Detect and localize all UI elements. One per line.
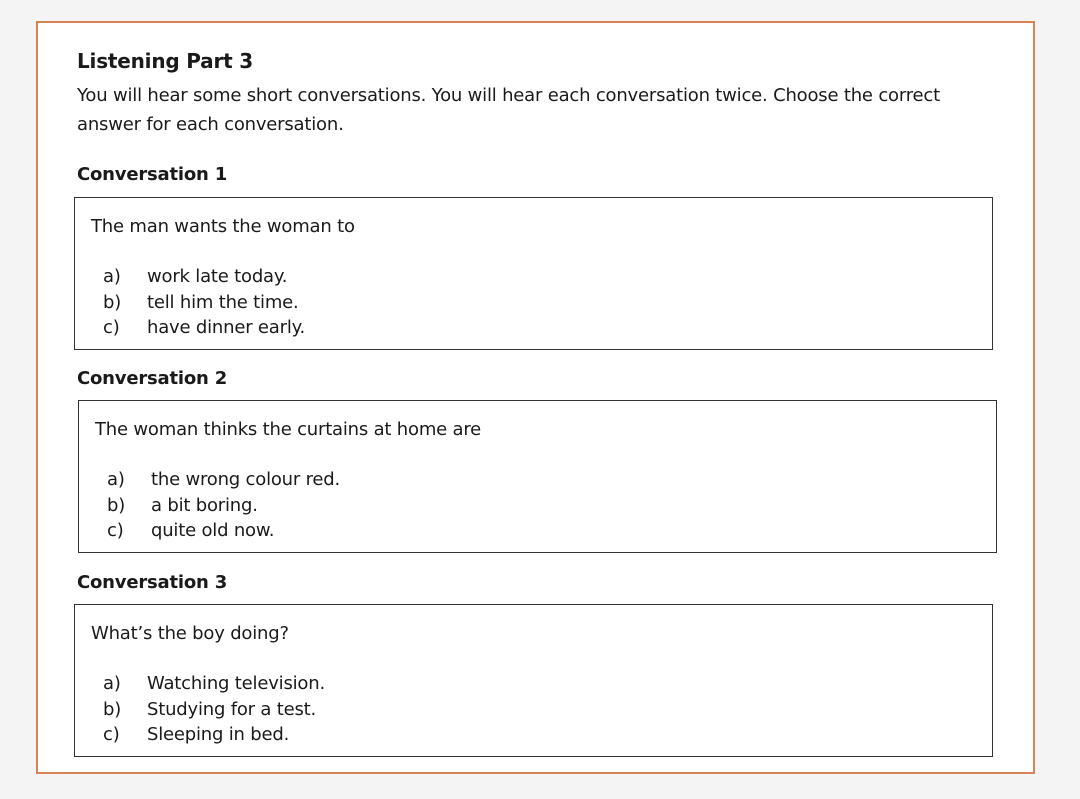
- option-text: have dinner early.: [147, 317, 306, 338]
- option-text: quite old now.: [151, 520, 275, 541]
- option-letter: c): [103, 317, 120, 338]
- conversation-1-options: [103, 264, 305, 341]
- conversation-3-options: [103, 671, 325, 748]
- conversation-2-question: The woman thinks the curtains at home are: [95, 419, 482, 440]
- option-item: [103, 315, 305, 341]
- page-title: Listening Part 3: [77, 49, 253, 73]
- instructions-text: You will hear some short conversations. You will hear each conversation twice. Choose the correct answer for each conversation.: [77, 85, 940, 135]
- conversation-3-question: What’s the boy doing?: [91, 623, 289, 644]
- option-text: Watching television.: [147, 673, 325, 694]
- option-letter: b): [103, 291, 122, 313]
- option-letter: c): [103, 724, 120, 745]
- option-letter: c): [107, 520, 124, 541]
- option-text: the wrong colour red.: [151, 469, 341, 490]
- option-item: [103, 264, 305, 290]
- option-text: Sleeping in bed.: [147, 724, 290, 745]
- option-text: tell him the time.: [147, 291, 299, 313]
- conversation-1-box: [74, 197, 993, 350]
- conversation-1-heading: Conversation 1: [77, 164, 228, 185]
- conversation-2-box: [78, 400, 997, 553]
- option-item: [107, 467, 340, 493]
- option-item: [107, 493, 340, 519]
- option-item: [103, 722, 325, 748]
- option-letter: b): [103, 698, 122, 720]
- option-item: [103, 290, 305, 316]
- option-letter: b): [107, 494, 126, 516]
- option-text: work late today.: [147, 266, 288, 287]
- worksheet-page: [36, 21, 1035, 774]
- conversation-3-heading: Conversation 3: [77, 572, 228, 593]
- option-letter: a): [107, 469, 125, 490]
- conversation-2-heading: Conversation 2: [77, 368, 228, 389]
- conversation-2-options: [107, 467, 340, 544]
- conversation-1-question: The man wants the woman to: [91, 216, 355, 237]
- option-item: [103, 697, 325, 723]
- option-letter: a): [103, 266, 121, 287]
- option-text: Studying for a test.: [147, 698, 317, 720]
- option-text: a bit boring.: [151, 494, 258, 516]
- option-item: [107, 518, 340, 544]
- conversation-3-box: [74, 604, 993, 757]
- option-item: [103, 671, 325, 697]
- option-letter: a): [103, 673, 121, 694]
